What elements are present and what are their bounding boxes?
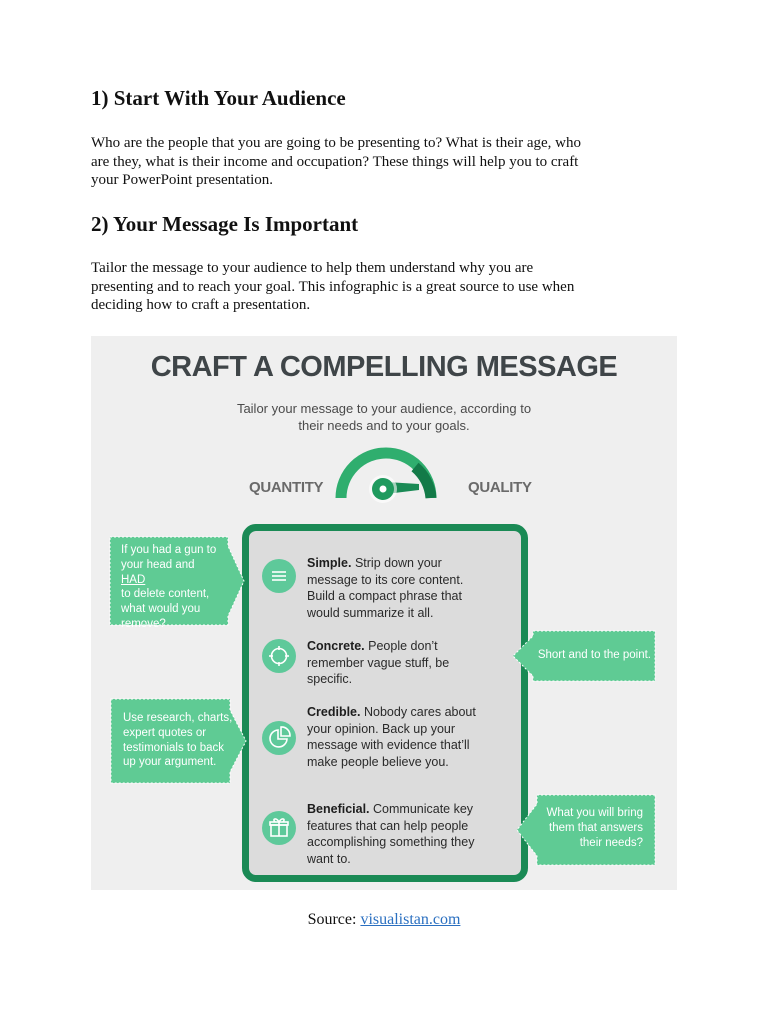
item-line: want to. [307, 851, 351, 866]
item-bold: Concrete. [307, 639, 365, 653]
callout-text: your head and [121, 558, 195, 571]
callout-line: to delete content, [121, 588, 210, 601]
callout-line: expert quotes or [123, 726, 207, 739]
infographic-title: CRAFT A COMPELLING MESSAGE [150, 351, 618, 383]
gauge-label-quantity: QUANTITY [249, 479, 324, 496]
item-bold: Beneficial. [307, 802, 370, 816]
item-text [307, 555, 507, 621]
item-bold: Credible. [307, 705, 361, 719]
section-heading-audience: 1) Start With Your Audience [91, 86, 346, 110]
item-bold: Simple. [307, 556, 352, 570]
source-credit [0, 911, 768, 929]
item-line: accomplishing something they [307, 835, 475, 849]
item-line: would summarize it all. [307, 605, 434, 620]
section-paragraph-audience [91, 134, 671, 190]
infographic [91, 336, 677, 890]
item-line: message with evidence that’ll [307, 738, 470, 752]
item-line: Communicate key [373, 802, 474, 816]
paragraph-line: Who are the people that you are going to be presenting to? What is their age, who [91, 135, 581, 151]
callout-line: testimonials to back [123, 741, 224, 754]
paragraph-line: presenting and to reach your goal. This infographic is a great source to use when [91, 278, 575, 295]
callout-needs [515, 794, 656, 866]
item-line: People don’t [368, 639, 438, 653]
callout-line: them that answers [549, 821, 643, 834]
section-heading-message: 2) Your Message Is Important [91, 212, 359, 236]
item-line: Nobody cares about [363, 705, 476, 719]
item-line: features that can help people [307, 818, 469, 833]
item-line: make people believe you. [307, 754, 449, 769]
paragraph-line: Tailor the message to your audience to help them understand why you are [91, 260, 534, 276]
callout-line: What you will bring [546, 807, 643, 819]
source-label: Source: [307, 911, 361, 928]
paragraph-line: are they, what is their income and occupation? These things will help you to craft [91, 153, 579, 170]
callout-research [110, 698, 249, 784]
item-line: Strip down your [354, 556, 442, 570]
item-line: your opinion. Back up your [307, 721, 456, 736]
item-text [307, 704, 507, 770]
message-card [242, 524, 528, 882]
callout-line: what would you [121, 603, 201, 616]
source-link[interactable]: visualistan.com [360, 911, 461, 928]
crosshair-target-icon [262, 639, 296, 673]
item-line: specific. [307, 672, 353, 686]
item-line: Build a compact phrase that [307, 589, 462, 603]
item-line: message to its core content. [307, 572, 464, 587]
callout-line [121, 558, 233, 588]
infographic-subtitle [91, 400, 677, 434]
item-line: remember vague stuff, be [307, 655, 450, 670]
callout-short [511, 630, 656, 682]
callout-remove-content [109, 536, 249, 630]
callout-line: Use research, charts, [123, 712, 233, 724]
paragraph-line: deciding how to craft a presentation. [91, 297, 311, 313]
callout-line: Short and to the point. [537, 649, 651, 661]
gauge-meter-icon [331, 446, 441, 508]
item-text [307, 638, 507, 688]
callout-underlined-text: HAD [121, 573, 146, 586]
callout-line: their needs? [579, 836, 643, 849]
callout-line: up your argument. [123, 756, 217, 769]
gauge-label-quality: QUALITY [468, 479, 532, 496]
paragraph-line: your PowerPoint presentation. [91, 172, 274, 188]
list-lines-icon [262, 559, 296, 593]
subtitle-line: their needs and to your goals. [298, 418, 470, 433]
section-paragraph-message [91, 259, 671, 315]
item-text [307, 801, 507, 867]
gift-box-icon [262, 811, 296, 845]
callout-line: If you had a gun to [121, 544, 217, 556]
callout-line: remove? [121, 617, 166, 630]
pie-chart-icon [262, 721, 296, 755]
subtitle-line: Tailor your message to your audience, according to [236, 401, 532, 416]
